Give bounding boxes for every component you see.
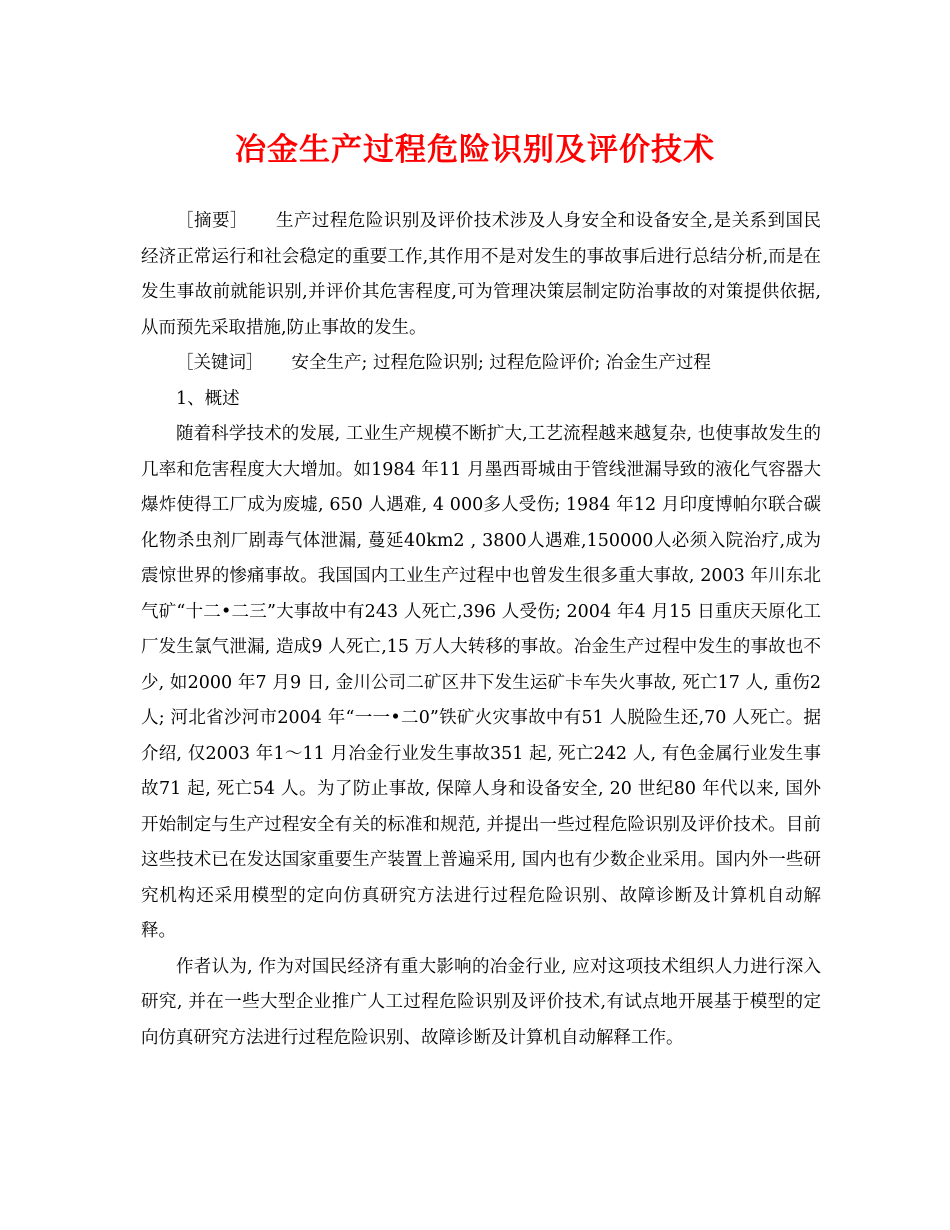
- keywords-paragraph: [141, 346, 821, 382]
- document-body: [141, 204, 821, 1056]
- abstract-label: ［摘要］: [176, 211, 248, 231]
- keywords-label: ［关键词］: [176, 353, 264, 373]
- document-title: 冶金生产过程危险识别及评价技术: [235, 132, 715, 168]
- abstract-paragraph: [141, 204, 821, 346]
- body-paragraph-2: 作者认为, 作为对国民经济有重大影响的冶金行业, 应对这项技术组织人力进行深入研究, 并在一些大型企业推广人工过程危险识别及评价技术,有试点地开展基于模型的定向仿真研究方法进行过程危险识别、故障诊断及计算机自动解释工作。: [141, 956, 821, 1048]
- body-paragraph-1: 随着科学技术的发展, 工业生产规模不断扩大,工艺流程越来越复杂, 也使事故发生的几率和危害程度大大增加。如1984 年11 月墨西哥城由于管线泄漏导致的液化气容器大爆炸使得工厂成为废墟, 650 人遇难, 4 000多人受伤; 1984 年12 月印度博帕尔联合碳化物杀虫剂厂剧毒气体泄漏, 蔓延40km2 , 3800人遇难,150000人必须入院治疗,成为震惊世界的惨痛事故。我国国内工业生产过程中也曾发生很多重大事故, 2003 年川东北气矿“十二•二三”大事故中有243 人死亡,396 人受伤; 2004 年4 月15 日重庆天原化工厂发生氯气泄漏, 造成9 人死亡,15 万人大转移的事故。冶金生产过程中发生的事故也不少, 如2000 年7 月9 日, 金川公司二矿区井下发生运矿卡车失火事故, 死亡17 人, 重伤2 人; 河北省沙河市2004 年“一一•二0”铁矿火灾事故中有51 人脱险生还,70 人死亡。据介绍, 仅2003 年1～11 月冶金行业发生事故351 起, 死亡242 人, 有色金属行业发生事故71 起, 死亡54 人。为了防止事故, 保障人身和设备安全, 20 世纪80 年代以来, 国外开始制定与生产过程安全有关的标准和规范, 并提出一些过程危险识别及评价技术。目前这些技术已在发达国家重要生产装置上普遍采用, 国内也有少数企业采用。国内外一些研究机构还采用模型的定向仿真研究方法进行过程危险识别、故障诊断及计算机自动解释。: [141, 424, 821, 941]
- section-heading: 1、概述: [176, 388, 240, 409]
- abstract-text: 生产过程危险识别及评价技术涉及人身安全和设备安全,是关系到国民经济正常运行和社会稳定的重要工作,其作用不是对发生的事故事后进行总结分析,而是在发生事故前就能识别,并评价其危害程度,可为管理决策层制定防治事故的对策提供依据,从而预先采取措施,防止事故的发生。: [141, 211, 822, 338]
- keywords-text: 安全生产; 过程危险识别; 过程危险评价; 冶金生产过程: [291, 353, 711, 373]
